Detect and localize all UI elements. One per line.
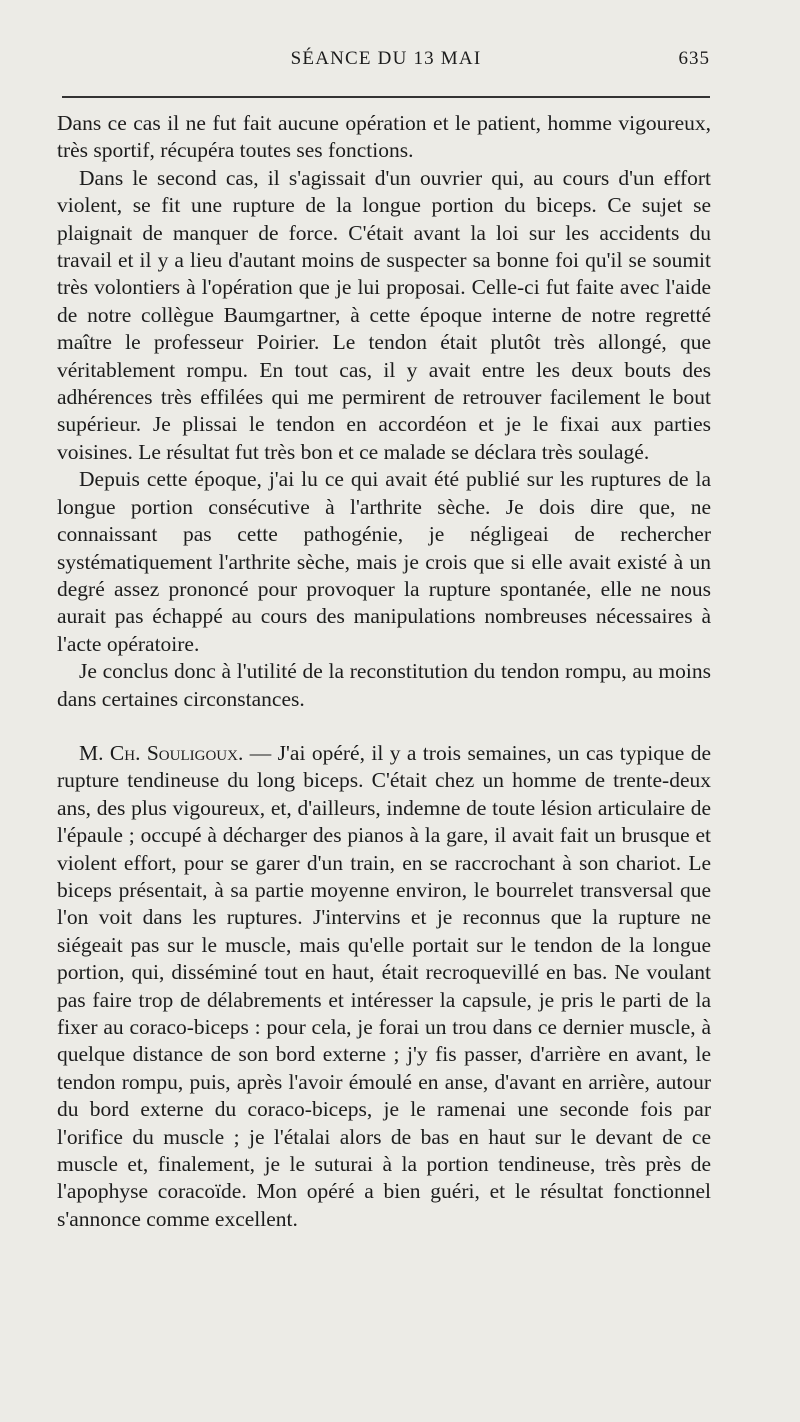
body-text [57,110,711,1233]
header-rule [62,96,710,98]
running-head [62,48,710,78]
page-number: 635 [678,48,710,69]
speech-text: — J'ai opéré, il y a trois semaines, un cas typique de rupture tendineuse du long biceps. C'était chez un homme de trente-deux ans, des plus vigoureux, et, d'ailleurs, indemne de toute lésion articulaire de l'épaule ; occupé à décharger des pianos à la gare, il avait fait un brusque et violent effort, pour se garer d'un train, en se raccrochant à son chariot. Le biceps présentait, à sa partie moyenne environ, le bourrelet transversal que l'on voit dans les ruptures. J'intervins et je reconnus que la rupture ne siégeait pas sur le muscle, mais qu'elle portait sur le tendon de la longue portion, qui, disséminé tout en haut, était recroquevillé en bas. Ne voulant pas faire trop de délabrements et intéresser la capsule, je pris le parti de la fixer au coraco-biceps : pour cela, je forai un trou dans ce dernier muscle, à quelque distance de son bord externe ; j'y fis passer, d'arrière en avant, le tendon rompu, puis, après l'avoir émoulé en anse, d'avant en arrière, autour du bord externe du coraco-biceps, je le ramenai une seconde fois par l'orifice du muscle ; je l'étalai alors de bas en haut sur le devant de ce muscle et, finalement, je le suturai à la portion tendineuse, très près de l'apophyse coracoïde. Mon opéré a bien guéri, et le résultat fonctionnel s'annonce comme excellent. [57,740,711,1231]
running-title: SÉANCE DU 13 MAI [290,48,482,69]
paragraph-2: Dans le second cas, il s'agissait d'un ouvrier qui, au cours d'un effort violent, se fit une rupture de la longue portion du biceps. Ce sujet se plaignait de manquer de force. C'était avant la loi sur les accidents du travail et il y a lieu d'autant moins de suspecter sa bonne foi qu'il se soumit très volontiers à l'opération que je lui proposai. Celle-ci fut faite avec l'aide de notre collègue Baumgartner, à cette époque interne de notre regretté maître le professeur Poirier. Le tendon était plutôt très allongé, que véritablement rompu. En tout cas, il y avait entre les deux bouts des adhérences très effilées qui me permirent de retrouver facilement le bout supérieur. Je plissai le tendon en accordéon et je le fixai aux parties voisines. Le résultat fut très bon et ce malade se déclara très soulagé. [57,165,711,464]
section-gap [57,713,711,740]
paragraph-1: Dans ce cas il ne fut fait aucune opération et le patient, homme vigoureux, très sportif, récupéra toutes ses fonctions. [57,111,711,163]
speaker-name: M. Ch. Souligoux. [79,740,244,765]
paragraph-5 [57,740,711,1233]
paragraph-4: Je conclus donc à l'utilité de la reconstitution du tendon rompu, au moins dans certaines circonstances. [57,659,711,711]
paragraph-3: Depuis cette époque, j'ai lu ce qui avait été publié sur les ruptures de la longue portion consécutive à l'arthrite sèche. Je dois dire que, ne connaissant pas cette pathogénie, je négligeai de rechercher systématiquement l'arthrite sèche, mais je crois que si elle avait existé à un degré assez prononcé pour provoquer la rupture spontanée, elle ne nous aurait pas échappé au cours des manipulations nombreuses nécessaires à l'acte opératoire. [57,467,711,656]
